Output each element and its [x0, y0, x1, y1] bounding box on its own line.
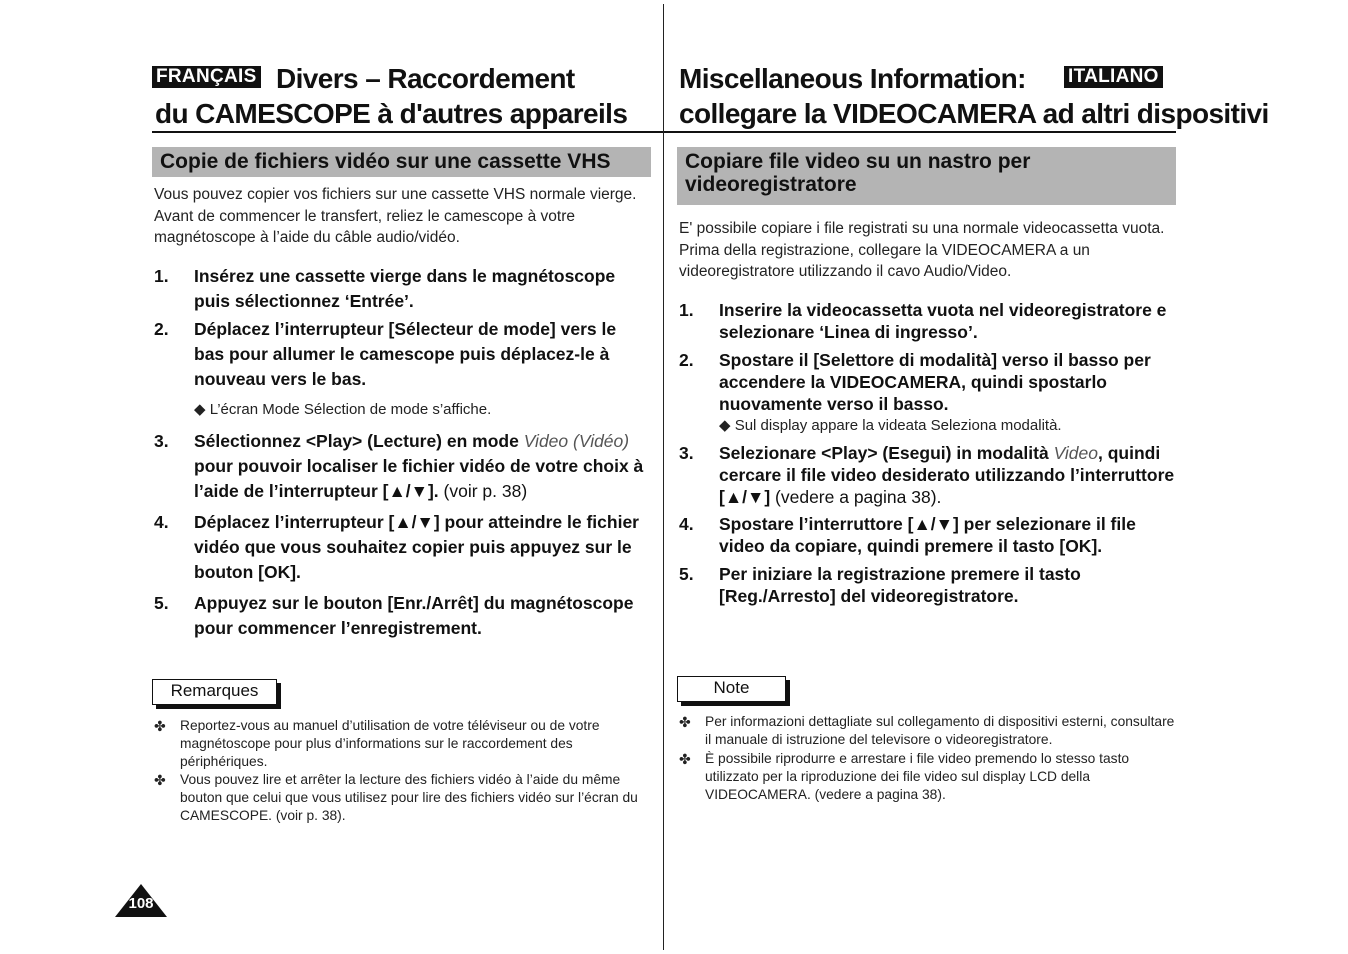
bullet-icon: ✤	[154, 772, 166, 788]
language-badge-italian: ITALIANO	[1064, 66, 1163, 88]
step-2-french	[154, 317, 649, 392]
step-number: 2.	[679, 350, 694, 370]
step-number: 5.	[154, 593, 169, 613]
step-text: Insérez une cassette vierge dans le magnétoscope puis sélectionnez ‘Entrée’.	[194, 266, 616, 311]
note-item-italian-2: ✤ È possibile riprodurre e arrestare i file video premendo lo stesso tasto utilizzato per la riproduzione dei file video sul display LCD della VIDEOCAMERA. (vedere a pagina 38).	[679, 751, 1130, 802]
step-number: 4.	[154, 512, 169, 532]
intro-paragraph-italian: E' possibile copiare i file registrati su una normale videocassetta vuota. Prima della registrazione, collegare la VIDEOCAMERA a un videoregistratore utilizzando il cavo Audio/Video.	[679, 220, 1165, 280]
step-text: Appuyez sur le bouton [Enr./Arrêt] du magnétoscope pour commencer l’enregistrement.	[194, 593, 634, 638]
step-4-italian	[679, 513, 1176, 557]
intro-paragraph-french: Vous pouvez copier vos fichiers sur une cassette VHS normale vierge. Avant de commencer le transfert, reliez le camescope à votre magnétoscope à l’aide du câble audio/vidéo.	[154, 186, 637, 246]
page-title-french-line2: du CAMESCOPE à d'autres appareils	[155, 98, 628, 129]
step-number: 5.	[679, 564, 694, 584]
step-3-french	[154, 429, 649, 504]
step-number: 1.	[154, 266, 169, 286]
sub-note-italian: ◆ Sul display appare la videata Seleziona modalità.	[719, 417, 1062, 434]
step-3-italian	[679, 442, 1176, 508]
notes-label-french: Remarques	[152, 679, 277, 705]
step-text: Déplacez l’interrupteur [▲/▼] pour atteindre le fichier vidéo que vous souhaitez copier puis appuyez sur le bouton [OK].	[194, 512, 639, 582]
step-text: Déplacez l’interrupteur [Sélecteur de mode] vers le bas pour allumer le camescope puis déplacez-le à nouveau vers le bas.	[194, 319, 617, 389]
notes-label-italian: Note	[677, 676, 786, 702]
note-item-french-1: ✤ Reportez-vous au manuel d’utilisation de votre téléviseur ou de votre magnétoscope pour plus d’informations sur le raccordement des périphériques.	[154, 718, 600, 769]
step-text: Per iniziare la registrazione premere il tasto [Reg./Arresto] del videoregistratore.	[719, 564, 1081, 606]
step-5-french	[154, 591, 649, 641]
step-1-italian	[679, 299, 1176, 343]
column-divider	[663, 4, 664, 950]
step-5-italian	[679, 563, 1176, 607]
bullet-icon: ✤	[154, 718, 166, 734]
sub-note-french: ◆ L’écran Mode Sélection de mode s’affiche.	[194, 401, 492, 418]
note-item-italian-1: ✤ Per informazioni dettagliate sul collegamento di dispositivi esterni, consultare il manuale di istruzione del televisore o videoregistratore.	[679, 714, 1175, 747]
step-number: 3.	[679, 443, 694, 463]
step-number: 2.	[154, 319, 169, 339]
section-heading-french: Copie de fichiers vidéo sur une cassette VHS	[152, 147, 651, 177]
step-2-italian	[679, 349, 1176, 415]
step-text: Spostare l’interruttore [▲/▼] per selezionare il file video da copiare, quindi premere il tasto [OK].	[719, 514, 1136, 556]
section-heading-italian: Copiare file video su un nastro per videoregistratore	[677, 147, 1176, 205]
title-rule-right	[664, 131, 1176, 133]
step-text: Inserire la videocassetta vuota nel videoregistratore e selezionare ‘Linea di ingresso’.	[719, 300, 1167, 342]
note-item-french-2: ✤ Vous pouvez lire et arrêter la lecture des fichiers vidéo à l’aide du même bouton que celui que vous utilisez pour lire des fichiers vidéo sur l’écran du CAMESCOPE. (voir p. 38).	[154, 772, 638, 823]
step-1-french	[154, 264, 649, 314]
step-text: Spostare il [Selettore di modalità] verso il basso per accendere la VIDEOCAMERA, quindi spostarlo nuovamente verso il basso.	[719, 350, 1151, 414]
step-text: Selezionare <Play> (Esegui) in modalità Video, quindi cercare il file video desiderato utilizzando l’interruttore [▲/▼] (vedere a pagina 38).	[719, 443, 1175, 507]
step-number: 1.	[679, 300, 694, 320]
page-title-italian-line1: Miscellaneous Information:	[679, 63, 1026, 94]
step-number: 3.	[154, 431, 169, 451]
bullet-icon: ✤	[679, 714, 691, 730]
step-number: 4.	[679, 514, 694, 534]
page-number: 108	[128, 895, 154, 912]
step-4-french	[154, 510, 649, 585]
title-rule-left	[152, 131, 663, 133]
page-title-french-line1: Divers – Raccordement	[276, 63, 575, 94]
page-title-italian-line2: collegare la VIDEOCAMERA ad altri dispositivi	[679, 98, 1269, 129]
bullet-icon: ✤	[679, 751, 691, 767]
language-badge-french: FRANÇAIS	[152, 66, 261, 88]
step-text: Sélectionnez <Play> (Lecture) en mode Video (Vidéo) pour pouvoir localiser le fichier vidéo de votre choix à l’aide de l’interrupteur [▲/▼]. (voir p. 38)	[194, 431, 644, 501]
